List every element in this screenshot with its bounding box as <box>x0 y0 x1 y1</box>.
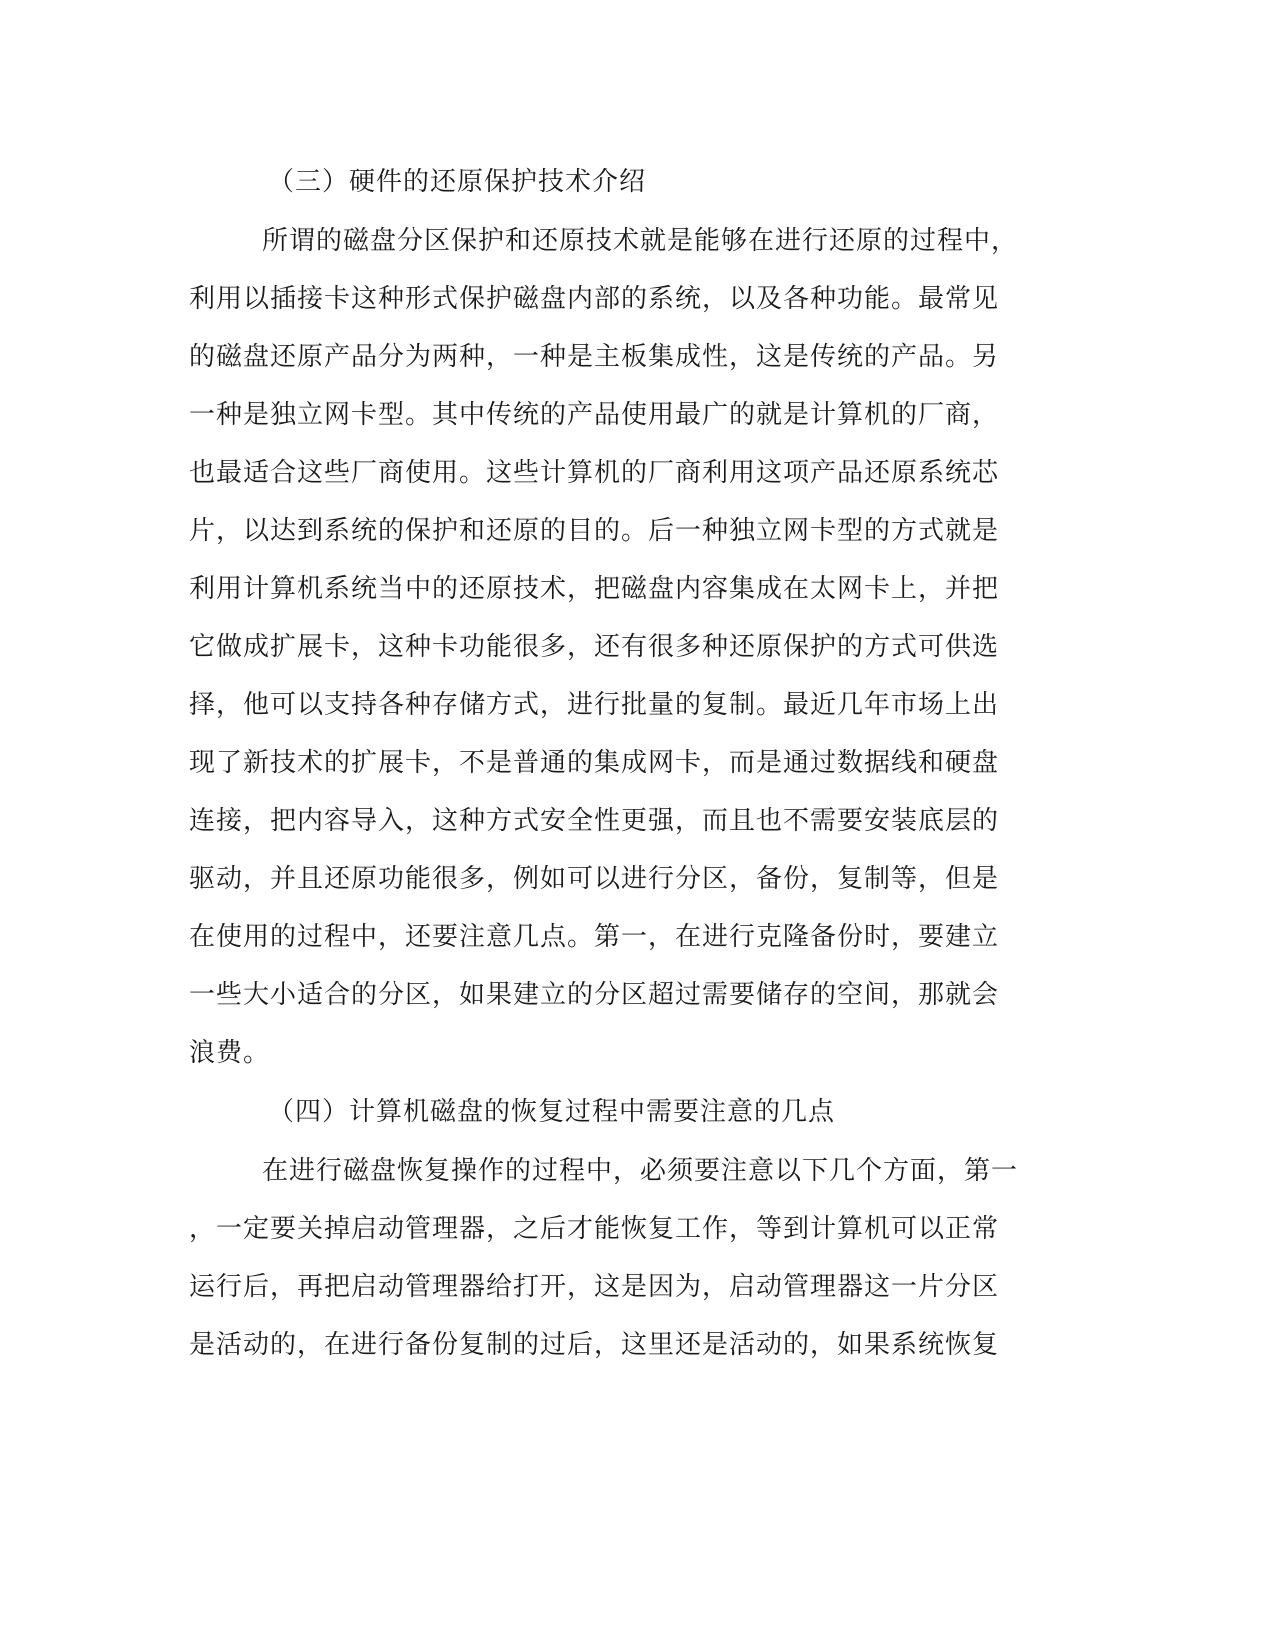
paragraph-line: ，一定要关掉启动管理器，之后才能恢复工作，等到计算机可以正常 <box>189 1214 1000 1244</box>
paragraph-line: 在使用的过程中，还要注意几点。第一，在进行克隆备份时，要建立 <box>189 922 1000 952</box>
paragraph-line: 一种是独立网卡型。其中传统的产品使用最广的就是计算机的厂商， <box>189 400 1000 430</box>
paragraph-line: 利用以插接卡这种形式保护磁盘内部的系统，以及各种功能。最常见 <box>189 284 1000 314</box>
paragraph-line: 择，他可以支持各种存储方式，进行批量的复制。最近几年市场上出 <box>189 690 1000 720</box>
paragraph-line: 在进行磁盘恢复操作的过程中，必须要注意以下几个方面，第一 <box>262 1156 1019 1186</box>
paragraph-line: 一些大小适合的分区，如果建立的分区超过需要储存的空间，那就会 <box>189 980 1000 1010</box>
paragraph-line: 现了新技术的扩展卡，不是普通的集成网卡，而是通过数据线和硬盘 <box>189 748 1000 778</box>
paragraph-line: 也最适合这些厂商使用。这些计算机的厂商利用这项产品还原系统芯 <box>189 458 1000 488</box>
section-heading: （四）计算机磁盘的恢复过程中需要注意的几点 <box>268 1097 836 1127</box>
paragraph-line: 它做成扩展卡，这种卡功能很多，还有很多种还原保护的方式可供选 <box>189 632 1000 662</box>
paragraph-line: 运行后，再把启动管理器给打开，这是因为，启动管理器这一片分区 <box>189 1272 1000 1302</box>
paragraph-line: 所谓的磁盘分区保护和还原技术就是能够在进行还原的过程中， <box>262 226 1019 256</box>
paragraph-line: 连接，把内容导入，这种方式安全性更强，而且也不需要安装底层的 <box>189 806 1000 836</box>
paragraph-line: 的磁盘还原产品分为两种，一种是主板集成性，这是传统的产品。另 <box>189 342 1000 372</box>
paragraph-line: 片，以达到系统的保护和还原的目的。后一种独立网卡型的方式就是 <box>189 516 1000 546</box>
paragraph-line: 浪费。 <box>189 1038 271 1068</box>
paragraph-line: 驱动，并且还原功能很多，例如可以进行分区，备份，复制等，但是 <box>189 864 1000 894</box>
paragraph-line: 是活动的，在进行备份复制的过后，这里还是活动的，如果系统恢复 <box>189 1330 1000 1360</box>
paragraph-line: 利用计算机系统当中的还原技术，把磁盘内容集成在太网卡上，并把 <box>189 574 1000 604</box>
section-heading: （三）硬件的还原保护技术介绍 <box>268 167 647 197</box>
